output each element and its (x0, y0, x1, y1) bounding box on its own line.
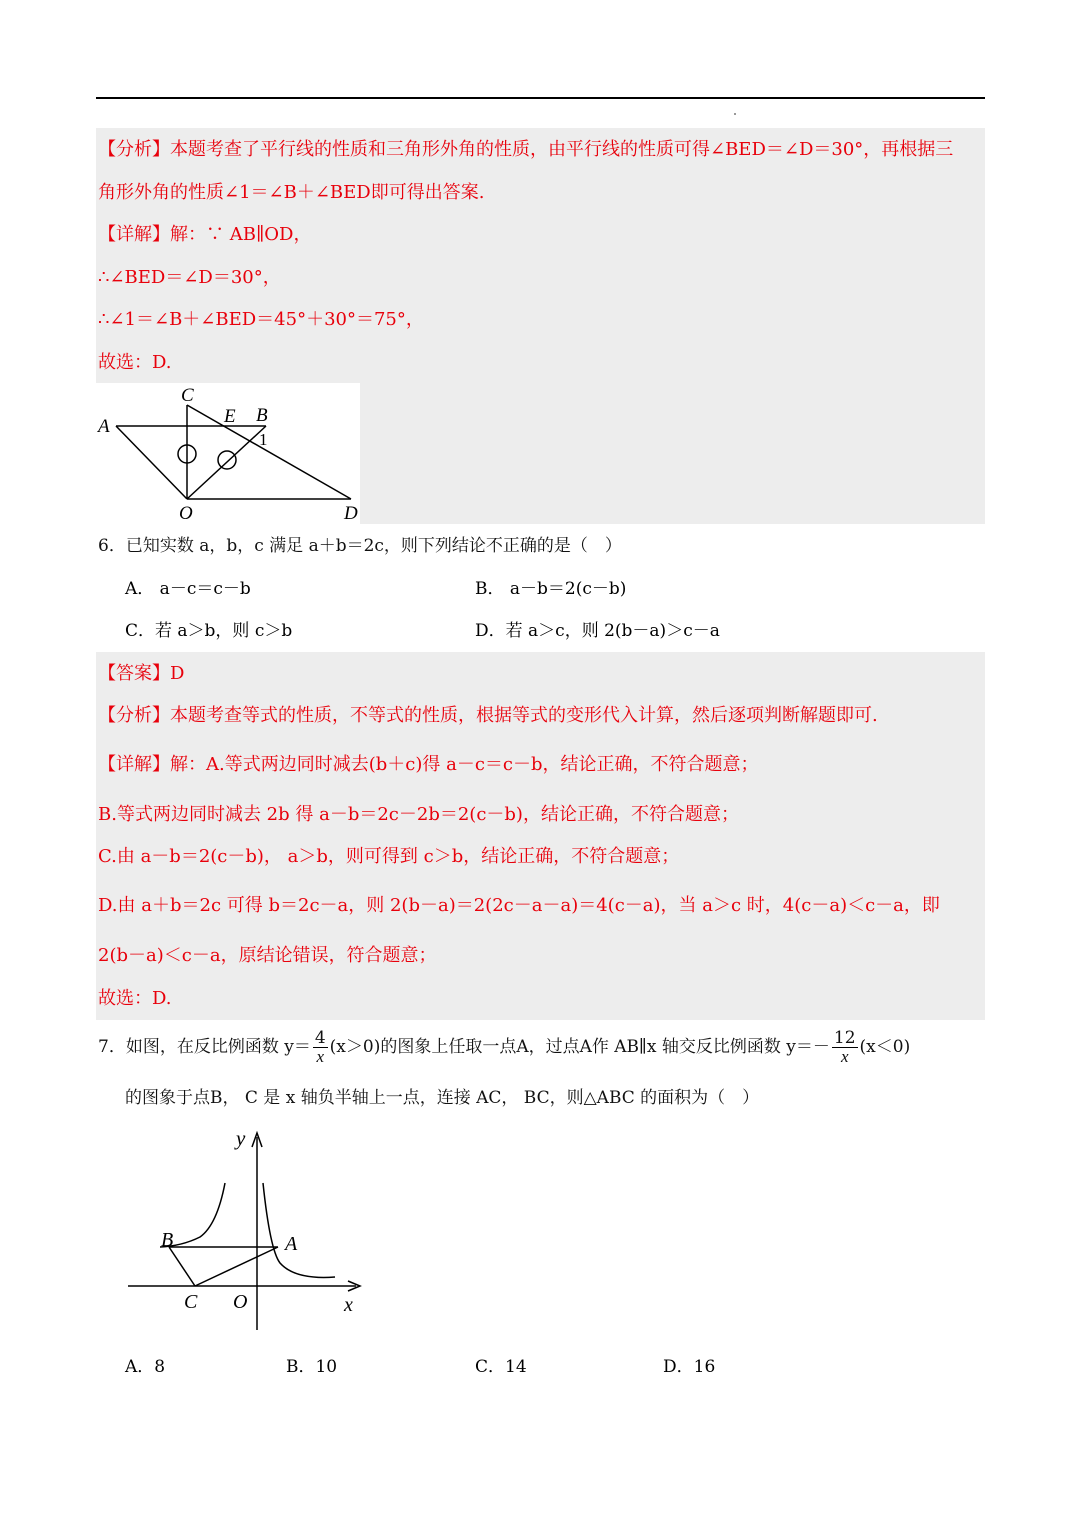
q7-function-graph (120, 1125, 370, 1335)
q7-stem-end: (x＜0) (859, 1037, 911, 1057)
label-angle-1: 1 (259, 430, 268, 449)
q7-fraction-4-over-x: $\frac{4}{x}$ (314, 1028, 326, 1066)
q6-detail-d2: 2(b－a)＜c－a，原结论错误，符合题意； (98, 945, 437, 966)
q6-choice: 故选：D. (98, 988, 172, 1009)
q7-stem-line1 (98, 1027, 910, 1067)
q5-choice: 故选：D. (98, 352, 172, 373)
label-B: B (161, 1229, 174, 1251)
q6-answer: 【答案】D (98, 663, 185, 684)
q5-analysis-line1: 【分析】本题考查了平行线的性质和三角形外角的性质，由平行线的性质可得∠BED＝∠D＝30°，再根据三 (98, 139, 954, 160)
label-O: O (179, 503, 193, 524)
q5-detail-line3: ∴∠1＝∠B＋∠BED＝45°＋30°＝75°， (98, 309, 424, 330)
label-E: E (224, 406, 236, 427)
label-B: B (256, 405, 268, 426)
q5-detail-line2: ∴∠BED＝∠D＝30°， (98, 267, 281, 288)
q7-option-a: A．8 (125, 1357, 166, 1377)
label-O: O (233, 1291, 248, 1313)
page-mark (734, 113, 736, 115)
label-x: x (344, 1294, 353, 1316)
label-y: y (236, 1126, 246, 1150)
q6-option-c: C．若 a＞b，则 c＞b (125, 621, 293, 641)
q6-analysis: 【分析】本题考查等式的性质，不等式的性质，根据等式的变形代入计算，然后逐项判断解题即可. (98, 705, 878, 726)
label-C: C (181, 385, 194, 406)
q6-option-a: A． a－c＝c－b (125, 579, 251, 599)
q5-detail-line1: 【详解】解：∵ AB∥OD， (98, 224, 312, 245)
q7-option-c: C．14 (475, 1357, 527, 1377)
label-A: A (98, 416, 110, 437)
q6-option-b: B． a－b＝2(c－b) (475, 579, 627, 599)
q7-stem-line2: 的图象于点B， C 是 x 轴负半轴上一点，连接 AC， BC，则△ABC 的面积为（ ） (125, 1088, 760, 1108)
q5-geometry-figure (96, 383, 360, 524)
label-C: C (184, 1291, 198, 1313)
q6-stem: 6．已知实数 a，b，c 满足 a＋b＝2c，则下列结论不正确的是（ ） (98, 536, 622, 556)
header-rule (96, 97, 985, 99)
q6-detail-d1: D.由 a＋b＝2c 可得 b＝2c－a，则 2(b－a)＝2(2c－a－a)＝4(c－a)，当 a＞c 时，4(c－a)＜c－a，即 (98, 895, 940, 916)
q7-option-b: B．10 (286, 1357, 338, 1377)
q7-stem-start: 7．如图，在反比例函数 y＝ (98, 1037, 311, 1057)
q6-detail-c: C.由 a－b＝2(c－b)， a＞b，则可得到 c＞b，结论正确，不符合题意； (98, 846, 680, 867)
label-A: A (285, 1233, 298, 1255)
q7-stem-mid: (x＞0)的图象上任取一点A，过点A作 AB∥x 轴交反比例函数 y＝－ (329, 1037, 830, 1057)
q7-option-d: D．16 (663, 1357, 716, 1377)
q6-detail-b: B.等式两边同时减去 2b 得 a－b＝2c－2b＝2(c－b)，结论正确，不符合题意； (98, 804, 739, 825)
label-D: D (344, 503, 358, 524)
q7-fraction-12-over-x: $\frac{12}{x}$ (833, 1028, 856, 1066)
q5-analysis-line2: 角形外角的性质∠1＝∠B＋∠BED即可得出答案. (98, 182, 485, 203)
q6-detail-a: 【详解】解：A.等式两边同时减去(b＋c)得 a－c＝c－b，结论正确，不符合题意； (98, 754, 759, 775)
q6-option-d: D．若 a＞c，则 2(b－a)＞c－a (475, 621, 720, 641)
